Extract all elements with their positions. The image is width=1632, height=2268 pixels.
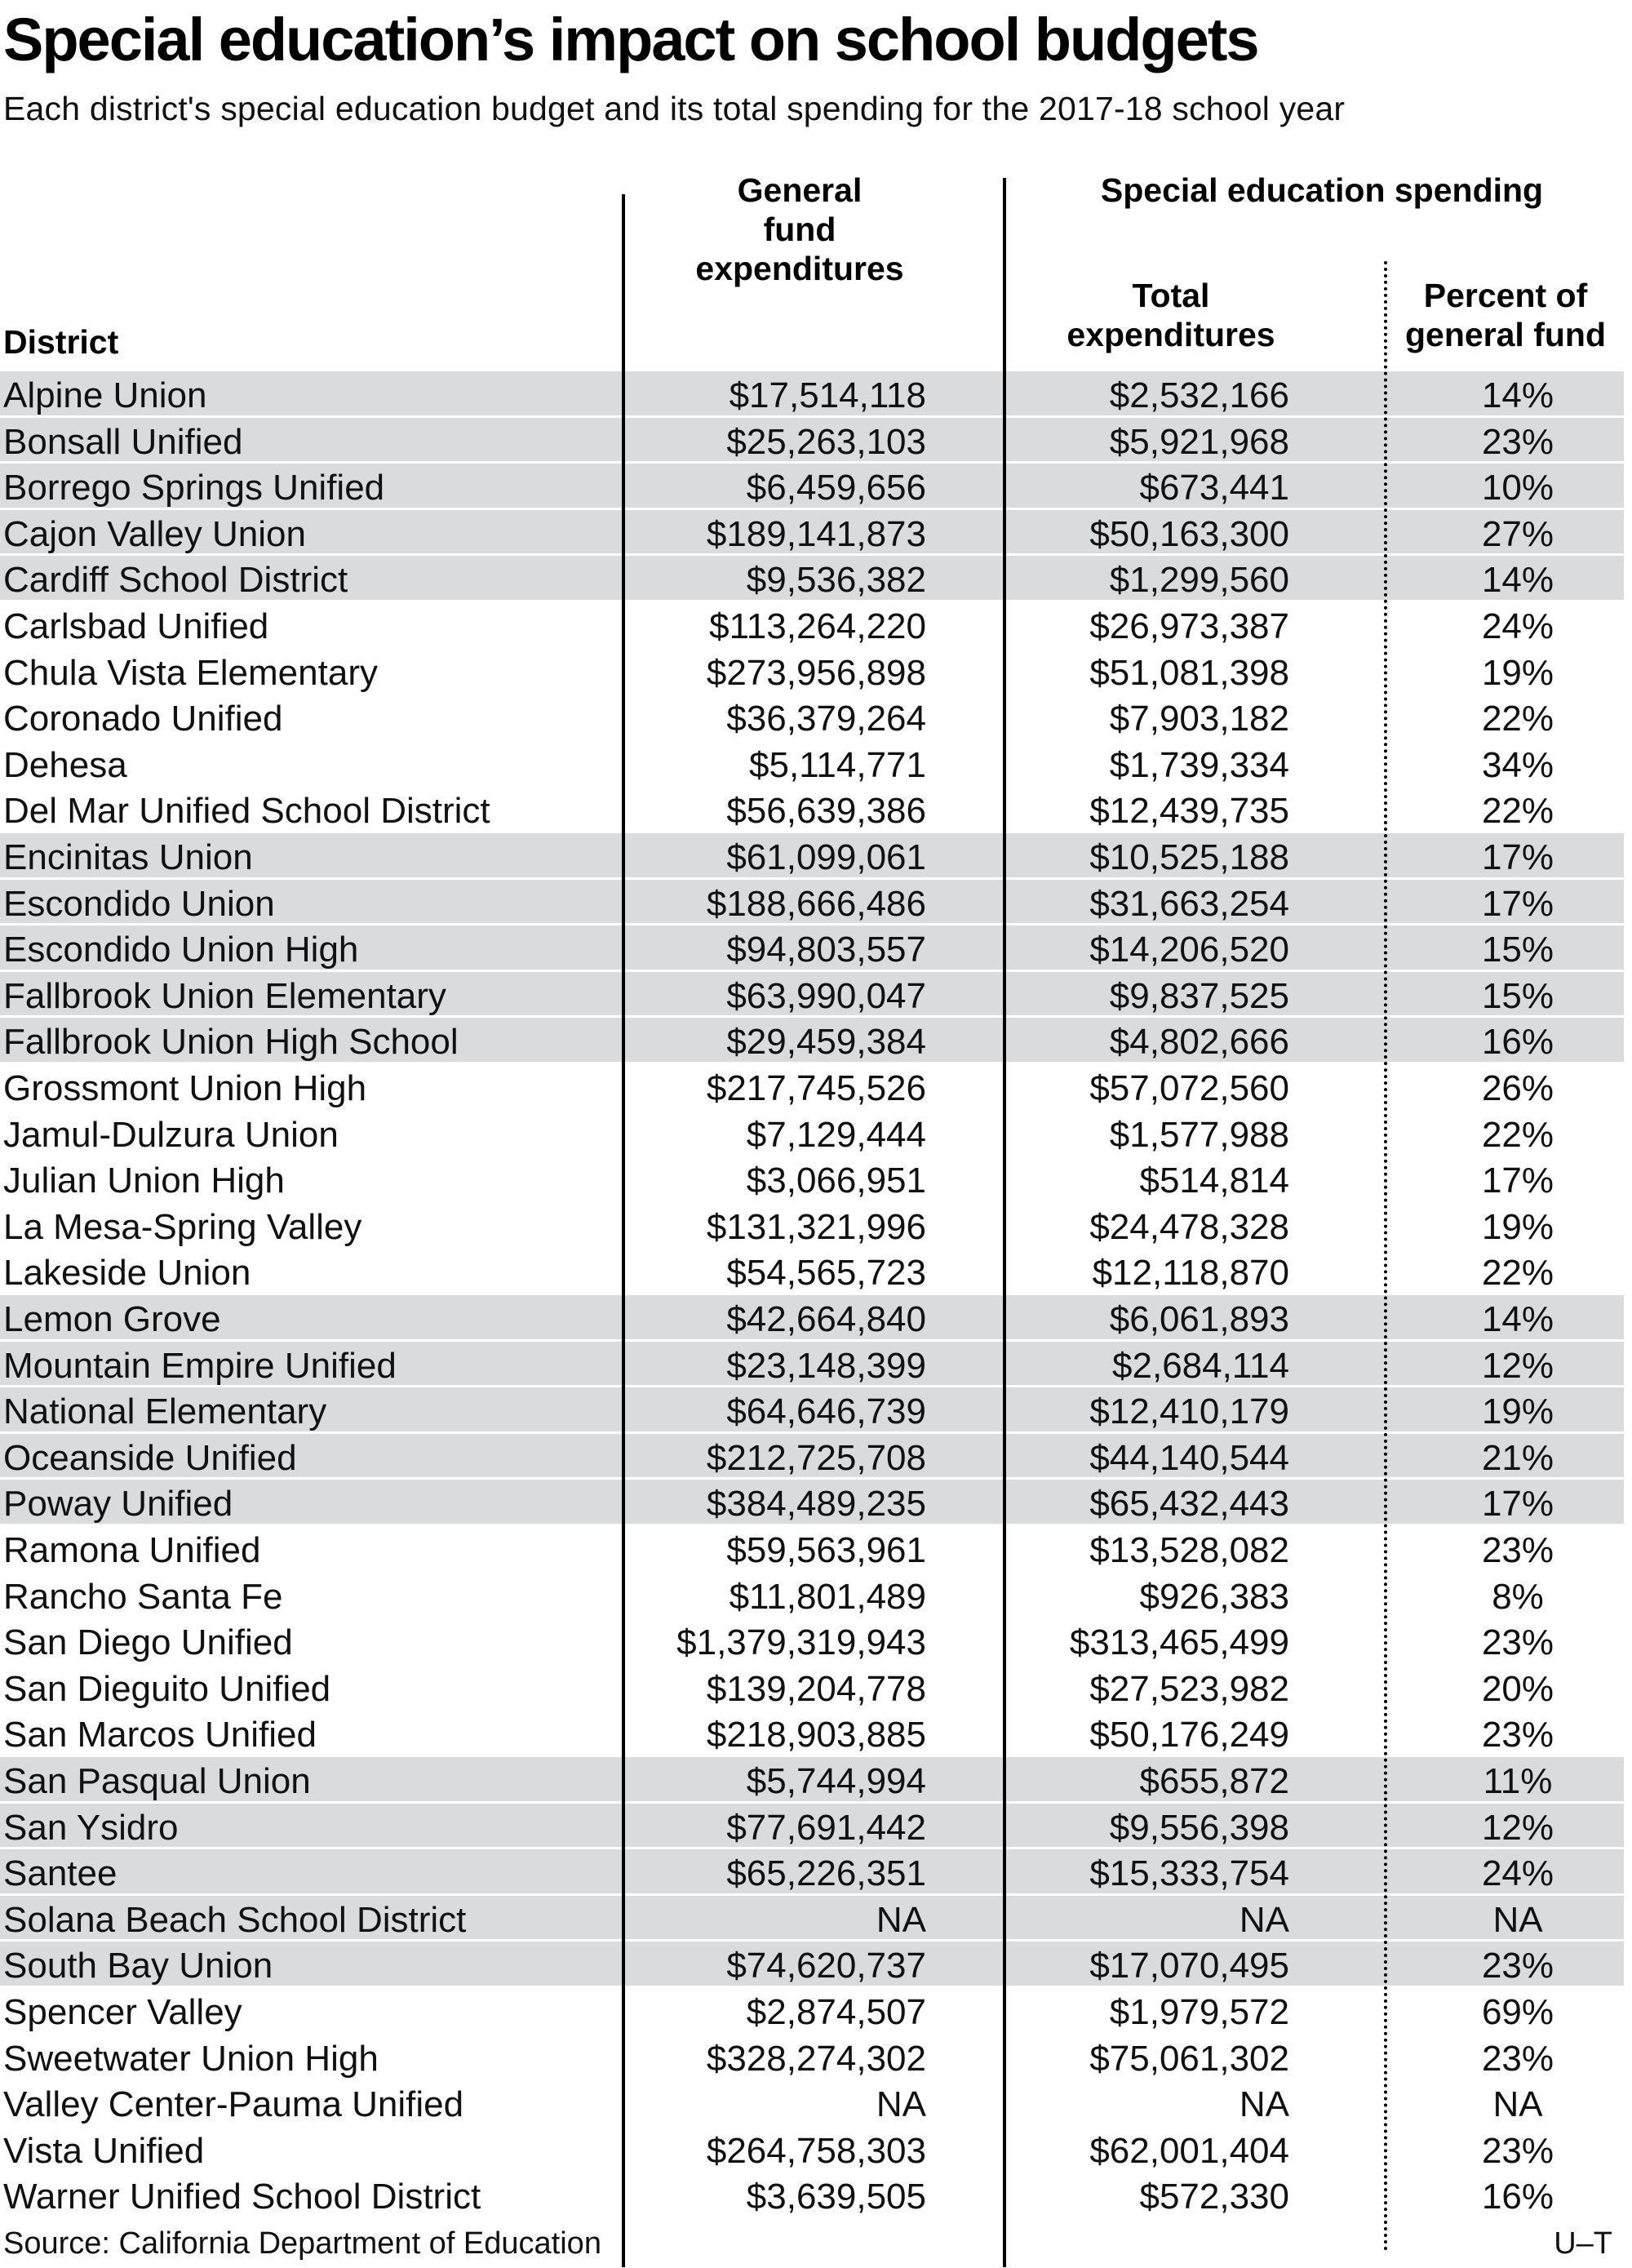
percent-cell: 14% [1481, 1299, 1554, 1339]
percent-cell: 14% [1481, 560, 1554, 601]
percent-cell: 15% [1481, 975, 1554, 1016]
percent-cell: 23% [1481, 1946, 1554, 1986]
district-cell: Warner Unified School District [3, 2177, 481, 2217]
general-fund-cell: $42,664,840 [726, 1299, 926, 1339]
table-row [0, 925, 1624, 972]
general-fund-cell: $3,639,505 [746, 2177, 926, 2217]
total-expenditures-cell: $44,140,544 [1089, 1437, 1289, 1478]
district-cell: San Ysidro [3, 1807, 179, 1848]
general-fund-cell: $7,129,444 [746, 1114, 926, 1155]
table-row [0, 1295, 1624, 1342]
general-fund-cell: $74,620,737 [726, 1946, 926, 1986]
total-expenditures-cell: $27,523,982 [1089, 1668, 1289, 1709]
total-expenditures-cell: $15,333,754 [1089, 1853, 1289, 1894]
percent-cell: 16% [1481, 1022, 1554, 1063]
district-cell: Santee [3, 1853, 118, 1894]
district-cell: Vista Unified [3, 2130, 205, 2171]
table-row [0, 649, 1624, 695]
district-cell: Julian Union High [3, 1161, 285, 1201]
total-expenditures-cell: $31,663,254 [1089, 883, 1289, 924]
district-cell: Fallbrook Union High School [3, 1022, 459, 1063]
general-fund-cell: $1,379,319,943 [676, 1622, 926, 1663]
general-fund-cell: $59,563,961 [726, 1530, 926, 1570]
table-row [0, 1203, 1624, 1249]
total-expenditures-cell: $673,441 [1139, 468, 1289, 508]
general-fund-cell: $273,956,898 [706, 652, 926, 693]
percent-cell: 26% [1481, 1068, 1554, 1108]
percent-cell: 16% [1481, 2177, 1554, 2217]
percent-cell: 10% [1481, 468, 1554, 508]
general-fund-cell: $264,758,303 [706, 2130, 926, 2171]
general-fund-cell: $25,263,103 [726, 421, 926, 462]
table-row [0, 602, 1624, 649]
table-row [0, 1434, 1624, 1480]
district-cell: San Pasqual Union [3, 1761, 311, 1801]
district-cell: Del Mar Unified School District [3, 791, 490, 832]
table-row [0, 556, 1624, 602]
general-fund-cell: NA [876, 2084, 926, 2125]
table-row [0, 1618, 1624, 1665]
percent-cell: 22% [1481, 1253, 1554, 1294]
total-expenditures-cell: $17,070,495 [1089, 1946, 1289, 1986]
percent-cell: 34% [1481, 744, 1554, 785]
general-fund-cell: $6,459,656 [746, 468, 926, 508]
table-row [0, 1849, 1624, 1896]
header-percent-general-fund: Percent of general fund [1404, 277, 1607, 353]
table-row [0, 787, 1624, 833]
divider-special [1003, 178, 1006, 2267]
percent-cell: 23% [1481, 1622, 1554, 1663]
district-cell: South Bay Union [3, 1946, 273, 1986]
district-cell: National Elementary [3, 1391, 327, 1432]
district-cell: Dehesa [3, 744, 127, 785]
percent-cell: 23% [1481, 2038, 1554, 2079]
general-fund-cell: $113,264,220 [709, 606, 926, 646]
percent-cell: 12% [1481, 1345, 1554, 1386]
total-expenditures-cell: $1,979,572 [1109, 1992, 1289, 2032]
general-fund-cell: $5,114,771 [749, 744, 926, 785]
table-row [0, 1896, 1624, 1942]
general-fund-cell: $64,646,739 [726, 1391, 926, 1432]
general-fund-cell: $63,990,047 [726, 975, 926, 1016]
total-expenditures-cell: $1,299,560 [1109, 560, 1289, 601]
total-expenditures-cell: $514,814 [1139, 1161, 1289, 1201]
percent-cell: 24% [1481, 1853, 1554, 1894]
table-row [0, 972, 1624, 1019]
total-expenditures-cell: $655,872 [1139, 1761, 1289, 1801]
district-cell: Poway Unified [3, 1484, 233, 1525]
header-special-education: Special education spending [1100, 171, 1544, 209]
percent-cell: 22% [1481, 699, 1554, 739]
table-row [0, 741, 1624, 788]
percent-cell: 23% [1481, 421, 1554, 462]
credit-note: U–T [1554, 2226, 1612, 2261]
general-fund-cell: $17,514,118 [729, 375, 926, 415]
district-cell: Rancho Santa Fe [3, 1576, 283, 1617]
total-expenditures-cell: $4,802,666 [1109, 1022, 1289, 1063]
table-row [0, 418, 1624, 464]
general-fund-cell: $65,226,351 [726, 1853, 926, 1894]
table-row [0, 1249, 1624, 1295]
percent-cell: 23% [1481, 1530, 1554, 1570]
general-fund-cell: $188,666,486 [706, 883, 926, 924]
percent-cell: 19% [1481, 1391, 1554, 1432]
percent-cell: 12% [1481, 1807, 1554, 1848]
percent-cell: 69% [1481, 1992, 1554, 2032]
general-fund-cell: $56,639,386 [726, 791, 926, 832]
district-cell: Bonsall Unified [3, 421, 243, 462]
general-fund-cell: $131,321,996 [706, 1206, 926, 1247]
total-expenditures-cell: $14,206,520 [1089, 930, 1289, 970]
total-expenditures-cell: $10,525,188 [1089, 837, 1289, 877]
total-expenditures-cell: $50,163,300 [1089, 513, 1289, 554]
total-expenditures-cell: $57,072,560 [1089, 1068, 1289, 1108]
district-cell: Cardiff School District [3, 560, 348, 601]
percent-cell: 17% [1481, 837, 1554, 877]
district-cell: San Dieguito Unified [3, 1668, 331, 1709]
table-row [0, 1018, 1624, 1064]
total-expenditures-cell: $572,330 [1139, 2177, 1289, 2217]
total-expenditures-cell: NA [1239, 1899, 1289, 1940]
percent-cell: NA [1492, 2084, 1543, 2125]
total-expenditures-cell: $65,432,443 [1089, 1484, 1289, 1525]
percent-cell: 8% [1492, 1576, 1544, 1617]
district-cell: San Marcos Unified [3, 1715, 317, 1755]
district-cell: Fallbrook Union Elementary [3, 975, 446, 1016]
table-row [0, 2173, 1624, 2219]
total-expenditures-cell: $12,410,179 [1089, 1391, 1289, 1432]
total-expenditures-cell: $26,973,387 [1089, 606, 1289, 646]
district-cell: Jamul-Dulzura Union [3, 1114, 339, 1155]
general-fund-cell: $139,204,778 [706, 1668, 926, 1709]
header-district: District [3, 323, 119, 361]
table-row [0, 371, 1624, 418]
percent-cell: 21% [1481, 1437, 1554, 1478]
district-cell: Carlsbad Unified [3, 606, 269, 646]
general-fund-cell: $61,099,061 [726, 837, 926, 877]
district-cell: Borrego Springs Unified [3, 468, 385, 508]
district-cell: Lemon Grove [3, 1299, 221, 1339]
total-expenditures-cell: $50,176,249 [1089, 1715, 1289, 1755]
table-row [0, 1711, 1624, 1757]
percent-cell: 17% [1481, 883, 1554, 924]
general-fund-cell: $29,459,384 [726, 1022, 926, 1063]
header-general-fund: General fund expenditures [695, 171, 904, 287]
district-cell: Chula Vista Elementary [3, 652, 378, 693]
general-fund-cell: NA [876, 1899, 926, 1940]
percent-cell: 23% [1481, 2130, 1554, 2171]
percent-cell: 15% [1481, 930, 1554, 970]
table-row [0, 1342, 1624, 1388]
general-fund-cell: $9,536,382 [746, 560, 926, 601]
district-cell: Spencer Valley [3, 1992, 242, 2032]
divider-general [622, 194, 625, 2267]
total-expenditures-cell: $12,118,870 [1092, 1253, 1289, 1294]
general-fund-cell: $94,803,557 [726, 930, 926, 970]
total-expenditures-cell: $51,081,398 [1089, 652, 1289, 693]
table-row [0, 2035, 1624, 2081]
general-fund-cell: $218,903,885 [706, 1715, 926, 1755]
total-expenditures-cell: $13,528,082 [1089, 1530, 1289, 1570]
general-fund-cell: $3,066,951 [746, 1161, 926, 1201]
general-fund-cell: $384,489,235 [706, 1484, 926, 1525]
percent-cell: 17% [1481, 1484, 1554, 1525]
table-row [0, 880, 1624, 926]
district-cell: Sweetwater Union High [3, 2038, 379, 2079]
district-cell: Escondido Union High [3, 930, 359, 970]
district-cell: Valley Center-Pauma Unified [3, 2084, 464, 2125]
total-expenditures-cell: $62,001,404 [1089, 2130, 1289, 2171]
general-fund-cell: $212,725,708 [706, 1437, 926, 1478]
district-cell: Escondido Union [3, 883, 275, 924]
table-row [0, 1156, 1624, 1203]
percent-cell: 19% [1481, 1206, 1554, 1247]
district-cell: Ramona Unified [3, 1530, 261, 1570]
district-cell: Coronado Unified [3, 699, 283, 739]
table-row [0, 464, 1624, 510]
percent-cell: 22% [1481, 791, 1554, 832]
total-expenditures-cell: $7,903,182 [1109, 699, 1289, 739]
table-row [0, 2080, 1624, 2127]
percent-cell: 23% [1481, 1715, 1554, 1755]
header-total-expenditures: Total expenditures [1067, 277, 1275, 353]
district-cell: San Diego Unified [3, 1622, 293, 1663]
total-expenditures-cell: $926,383 [1139, 1576, 1289, 1617]
district-cell: Encinitas Union [3, 837, 253, 877]
district-cell: Solana Beach School District [3, 1899, 467, 1940]
source-note: Source: California Department of Education [3, 2226, 601, 2261]
total-expenditures-cell: $24,478,328 [1089, 1206, 1289, 1247]
total-expenditures-cell: NA [1239, 2084, 1289, 2125]
percent-cell: NA [1492, 1899, 1543, 1940]
general-fund-cell: $328,274,302 [706, 2038, 926, 2079]
general-fund-cell: $217,745,526 [706, 1068, 926, 1108]
table-row [0, 1526, 1624, 1573]
table-row [0, 695, 1624, 741]
table-row [0, 1988, 1624, 2035]
percent-cell: 17% [1481, 1161, 1554, 1201]
table-row [0, 2127, 1624, 2173]
total-expenditures-cell: $5,921,968 [1109, 421, 1289, 462]
percent-cell: 14% [1481, 375, 1554, 415]
table-row [0, 1757, 1624, 1804]
total-expenditures-cell: $1,577,988 [1109, 1114, 1289, 1155]
general-fund-cell: $11,801,489 [729, 1576, 926, 1617]
table-row [0, 1387, 1624, 1434]
table-row [0, 1665, 1624, 1711]
total-expenditures-cell: $75,061,302 [1089, 2038, 1289, 2079]
table-row [0, 1804, 1624, 1850]
district-cell: Grossmont Union High [3, 1068, 367, 1108]
district-cell: Mountain Empire Unified [3, 1345, 397, 1386]
table-row [0, 1573, 1624, 1619]
district-cell: La Mesa-Spring Valley [3, 1206, 362, 1247]
general-fund-cell: $189,141,873 [706, 513, 926, 554]
table-row [0, 1111, 1624, 1157]
total-expenditures-cell: $12,439,735 [1089, 791, 1289, 832]
percent-cell: 24% [1481, 606, 1554, 646]
total-expenditures-cell: $6,061,893 [1109, 1299, 1289, 1339]
total-expenditures-cell: $9,837,525 [1109, 975, 1289, 1016]
general-fund-cell: $23,148,399 [726, 1345, 926, 1386]
district-cell: Oceanside Unified [3, 1437, 297, 1478]
general-fund-cell: $77,691,442 [726, 1807, 926, 1848]
page-title: Special education’s impact on school budgets [3, 6, 1258, 73]
table-row [0, 1480, 1624, 1526]
general-fund-cell: $5,744,994 [746, 1761, 926, 1801]
total-expenditures-cell: $1,739,334 [1109, 744, 1289, 785]
district-cell: Cajon Valley Union [3, 513, 306, 554]
table-row [0, 833, 1624, 880]
total-expenditures-cell: $313,465,499 [1069, 1622, 1289, 1663]
total-expenditures-cell: $9,556,398 [1109, 1807, 1289, 1848]
district-cell: Alpine Union [3, 375, 207, 415]
total-expenditures-cell: $2,532,166 [1109, 375, 1289, 415]
percent-cell: 27% [1481, 513, 1554, 554]
divider-percent [1384, 261, 1387, 2252]
table-row [0, 510, 1624, 557]
percent-cell: 11% [1483, 1761, 1553, 1801]
table-row [0, 1064, 1624, 1111]
general-fund-cell: $54,565,723 [726, 1253, 926, 1294]
percent-cell: 20% [1481, 1668, 1554, 1709]
general-fund-cell: $2,874,507 [746, 1992, 926, 2032]
table-row [0, 1942, 1624, 1988]
percent-cell: 22% [1481, 1114, 1554, 1155]
district-cell: Lakeside Union [3, 1253, 251, 1294]
general-fund-cell: $36,379,264 [726, 699, 926, 739]
percent-cell: 19% [1481, 652, 1554, 693]
total-expenditures-cell: $2,684,114 [1112, 1345, 1289, 1386]
page-subtitle: Each district's special education budget and its total spending for the 2017-18 school year [3, 90, 1346, 127]
